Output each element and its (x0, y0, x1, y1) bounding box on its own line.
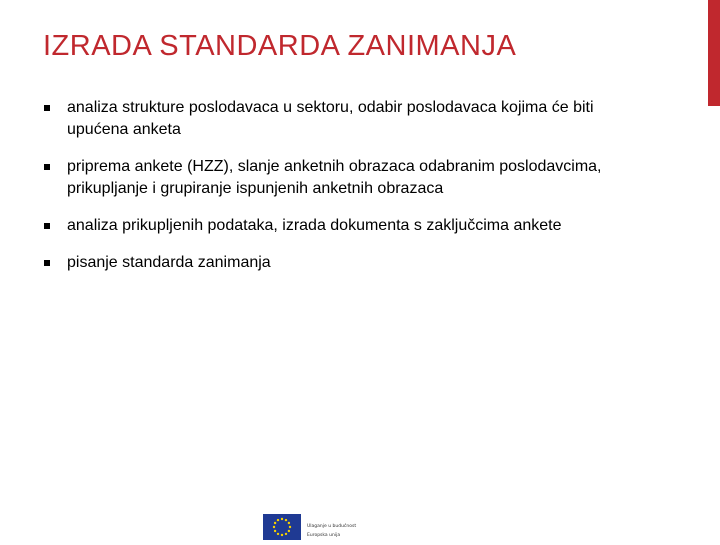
square-bullet-icon (44, 260, 50, 266)
square-bullet-icon (44, 164, 50, 170)
eu-stars (263, 514, 301, 540)
square-bullet-icon (44, 105, 50, 111)
eu-logo-text-2: Europska unija (307, 533, 341, 538)
bullet-item-3 (44, 215, 644, 237)
bullet-item-4 (44, 252, 644, 274)
eu-logo-text-1: Ulaganje u budućnost (307, 524, 357, 529)
eu-flag-icon (263, 514, 301, 540)
bullet-list (44, 97, 644, 289)
square-bullet-icon (44, 223, 50, 229)
slide-title: IZRADA STANDARDA ZANIMANJA (43, 30, 517, 62)
bullet-text: priprema ankete (HZZ), slanje anketnih obrazaca odabranim poslodavcima, prikupljanje i grupiranje ispunjenih anketnih obrazaca (67, 158, 602, 197)
bullet-item-2 (44, 156, 644, 200)
bullet-text: analiza strukture poslodavaca u sektoru, odabir poslodavaca kojima će biti upućena anketa (67, 99, 594, 138)
accent-bar (708, 0, 720, 106)
bullet-text: pisanje standarda zanimanja (67, 254, 271, 271)
bullet-text: analiza prikupljenih podataka, izrada dokumenta s zaključcima ankete (67, 217, 562, 234)
eu-logo (263, 514, 373, 540)
bullet-item-1 (44, 97, 644, 141)
